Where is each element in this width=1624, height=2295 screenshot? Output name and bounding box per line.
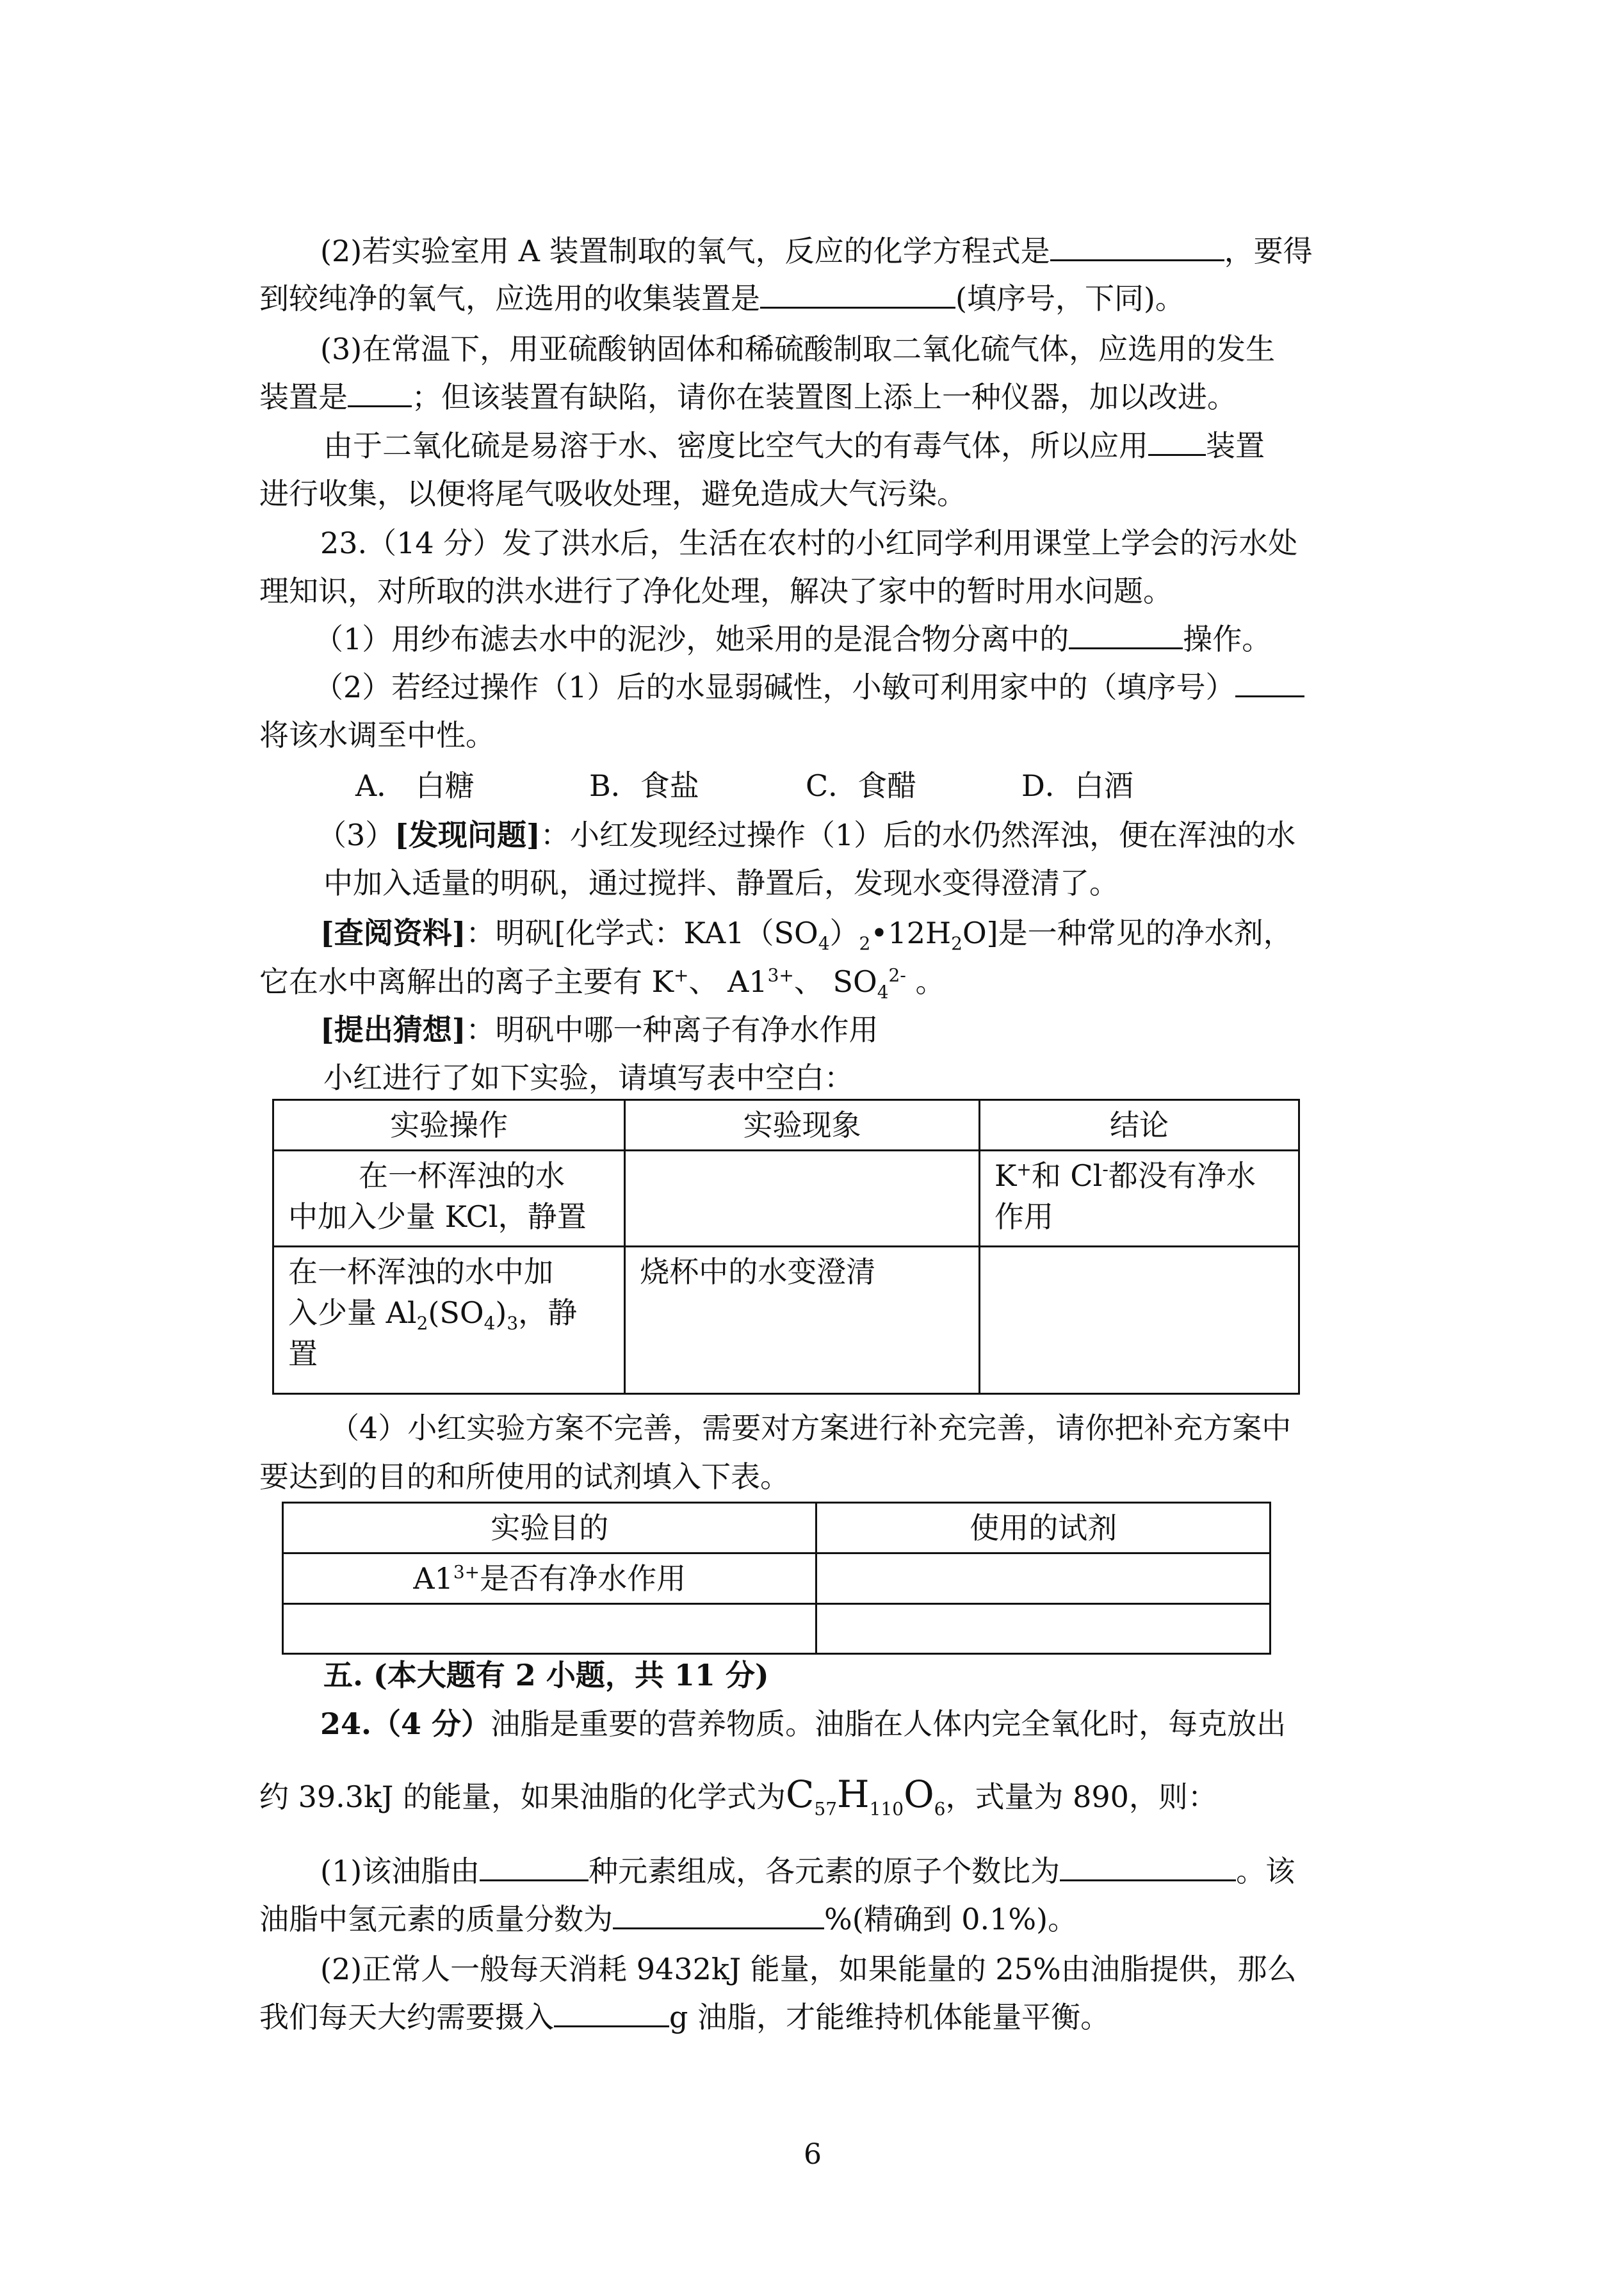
superscript: 3+ xyxy=(453,1561,480,1583)
cell-phenomenon: 烧杯中的水变澄清 xyxy=(625,1247,980,1394)
q23-p2-line2: 将该水调至中性。 xyxy=(259,718,495,752)
experiment-table xyxy=(272,1099,1300,1395)
q24-line2 xyxy=(259,1772,1217,1820)
cell-phenomenon-blank[interactable] xyxy=(625,1151,980,1247)
answer-blank[interactable] xyxy=(1060,1853,1236,1881)
subscript: 2 xyxy=(859,933,871,955)
reference-line1 xyxy=(320,914,1293,955)
text: （3） xyxy=(317,818,395,852)
text: 在一杯浑浊的水中加 xyxy=(288,1254,553,1289)
text: (填序号，下同)。 xyxy=(955,281,1185,316)
text: (2)若实验室用 A 装置制取的氧气，反应的化学方程式是 xyxy=(320,234,1050,268)
q22-p3-line4: 进行收集，以便将尾气吸收处理，避免造成大气污染。 xyxy=(259,476,966,511)
option-b[interactable]: B．食盐 xyxy=(589,768,699,803)
cell-conclusion-blank[interactable] xyxy=(979,1247,1299,1394)
header-purpose: 实验目的 xyxy=(283,1503,816,1553)
option-d[interactable]: D．白酒 xyxy=(1021,768,1133,803)
q23-p4-line2: 要达到的目的和所使用的试剂填入下表。 xyxy=(259,1459,790,1494)
reference-line2 xyxy=(259,962,945,1001)
option-a[interactable]: A． 白糖 xyxy=(355,768,475,803)
text: 。该 xyxy=(1236,1854,1295,1888)
q24-p1-line1 xyxy=(320,1852,1295,1890)
q23-intro-line1: 23.（14 分）发了洪水后，生活在农村的小红同学利用课堂上学会的污水处 xyxy=(320,526,1298,560)
q22-p2-line1 xyxy=(320,232,1313,270)
q22-p3-line2 xyxy=(259,378,1237,416)
answer-blank[interactable] xyxy=(348,378,412,407)
text: ） xyxy=(829,916,859,950)
text: ：明矾[化学式：KA1（SO xyxy=(466,916,818,950)
cell-reagent-blank[interactable] xyxy=(816,1553,1271,1604)
text: 由于二氧化硫是易溶于水、密度比空气大的有毒气体，所以应用 xyxy=(323,428,1148,463)
supplement-table xyxy=(282,1502,1271,1655)
text: （2）若经过操作（1）后的水显弱碱性，小敏可利用家中的（填序号） xyxy=(314,670,1235,704)
header-phenomenon: 实验现象 xyxy=(625,1100,980,1151)
answer-blank[interactable] xyxy=(760,280,955,309)
reference-tag: [查阅资料] xyxy=(320,916,466,950)
subscript: 4 xyxy=(483,1313,496,1334)
text: ，静 xyxy=(518,1295,578,1330)
text: K xyxy=(994,1158,1017,1193)
table-header-row xyxy=(273,1100,1299,1151)
table-row xyxy=(273,1247,1299,1394)
superscript: 3+ xyxy=(767,964,794,986)
text: 装置 xyxy=(1206,428,1265,463)
cell-conclusion xyxy=(979,1151,1299,1247)
header-conclusion: 结论 xyxy=(979,1100,1299,1151)
text: (1)该油脂由 xyxy=(320,1854,480,1888)
q23-intro-line2: 理知识，对所取的洪水进行了净化处理，解决了家中的暂时用水问题。 xyxy=(259,574,1173,608)
q22-p3-line1: (3)在常温下，用亚硫酸钠固体和稀硫酸制取二氧化硫气体，应选用的发生 xyxy=(320,332,1276,366)
answer-blank[interactable] xyxy=(554,1999,669,2027)
cell-reagent-blank[interactable] xyxy=(816,1604,1271,1654)
text: g 油脂，才能维持机体能量平衡。 xyxy=(669,2000,1110,2034)
text: 入少量 Al xyxy=(288,1295,417,1330)
text: 和 Cl xyxy=(1031,1158,1103,1193)
text: 操作。 xyxy=(1183,622,1272,656)
text: 、 SO xyxy=(793,964,877,999)
answer-blank[interactable] xyxy=(613,1901,824,1929)
q22-p3-line3 xyxy=(323,426,1265,465)
text: （1）用纱布滤去水中的泥沙，她采用的是混合物分离中的 xyxy=(314,622,1069,656)
superscript: 2- xyxy=(888,964,906,986)
text: 都没有净水 xyxy=(1108,1158,1256,1193)
text: C xyxy=(785,1772,815,1816)
text: 油脂是重要的营养物质。油脂在人体内完全氧化时，每克放出 xyxy=(491,1707,1287,1741)
text: 约 39.3kJ 的能量，如果油脂的化学式为 xyxy=(259,1780,786,1814)
q23-p3-line2: 中加入适量的明矾，通过搅拌、静置后，发现水变得澄清了。 xyxy=(323,866,1119,900)
answer-blank[interactable] xyxy=(480,1853,589,1881)
text: %(精确到 0.1%)。 xyxy=(824,1902,1078,1936)
answer-blank[interactable] xyxy=(1050,232,1224,261)
text: 油脂中氢元素的质量分数为 xyxy=(259,1902,613,1936)
text: O xyxy=(904,1772,934,1816)
text: 、 A1 xyxy=(688,964,768,999)
answer-blank[interactable] xyxy=(1148,427,1206,456)
cell-operation xyxy=(273,1247,625,1394)
text: ，要得 xyxy=(1224,234,1313,268)
cell-operation xyxy=(273,1151,625,1247)
text: •12H xyxy=(870,916,952,950)
text: 。 xyxy=(905,964,945,999)
cell-purpose-blank[interactable] xyxy=(283,1604,816,1654)
cell-purpose xyxy=(283,1553,816,1604)
header-reagent: 使用的试剂 xyxy=(816,1503,1271,1553)
text: 在一杯浑浊的水 xyxy=(359,1158,565,1193)
text: ：明矾中哪一种离子有净水作用 xyxy=(466,1012,879,1047)
text: 作用 xyxy=(994,1199,1053,1234)
text: H xyxy=(837,1772,870,1816)
q23-p1 xyxy=(314,620,1271,658)
section-heading: 五. (本大题有 2 小题，共 11 分) xyxy=(323,1658,769,1692)
subscript: 110 xyxy=(869,1798,904,1820)
table-row xyxy=(283,1604,1271,1654)
table-row xyxy=(283,1553,1271,1604)
text: 它在水中离解出的离子主要有 K xyxy=(259,964,674,999)
header-operation: 实验操作 xyxy=(273,1100,625,1151)
subscript: 2 xyxy=(951,933,962,955)
q23-p3-line1 xyxy=(317,816,1295,854)
superscript: + xyxy=(674,964,689,986)
text: 置 xyxy=(288,1336,318,1371)
table-row xyxy=(273,1151,1299,1247)
text: (SO xyxy=(428,1295,484,1330)
q24-p2-line1: (2)正常人一般每天消耗 9432kJ 能量，如果能量的 25%由油脂提供，那么 xyxy=(320,1952,1297,1986)
q24-line1 xyxy=(320,1705,1286,1743)
subscript: 6 xyxy=(934,1798,946,1820)
text: ) xyxy=(495,1295,507,1330)
text: ：小红发现经过操作（1）后的水仍然浑浊，便在浑浊的水 xyxy=(540,818,1296,852)
text: A1 xyxy=(413,1561,453,1596)
q23-p4-line1: （4）小红实验方案不完善，需要对方案进行补充完善，请你把补充方案中 xyxy=(330,1411,1292,1445)
answer-blank[interactable] xyxy=(1235,669,1304,697)
subscript: 4 xyxy=(818,933,830,955)
subscript: 2 xyxy=(416,1313,428,1334)
text: 我们每天大约需要摄入 xyxy=(259,2000,554,2034)
subscript: 3 xyxy=(507,1313,519,1334)
question-number: 24.（4 分） xyxy=(320,1707,491,1741)
discover-problem-tag: [发现问题] xyxy=(394,818,540,852)
experiment-intro: 小红进行了如下实验，请填写表中空白： xyxy=(323,1060,854,1095)
option-c[interactable]: C．食醋 xyxy=(806,768,917,803)
text: 装置是 xyxy=(259,380,348,414)
q23-p2-line1 xyxy=(314,668,1304,706)
q24-p1-line2 xyxy=(259,1900,1077,1938)
q22-p2-line2 xyxy=(259,279,1185,318)
fat-formula xyxy=(785,1772,946,1820)
hypothesis-line xyxy=(320,1010,879,1049)
hypothesis-tag: [提出猜想] xyxy=(320,1012,466,1047)
q24-p2-line2 xyxy=(259,1998,1110,2036)
subscript: 57 xyxy=(814,1798,838,1820)
page-number: 6 xyxy=(804,2138,822,2171)
table-header-row xyxy=(283,1503,1271,1553)
text: 种元素组成，各元素的原子个数比为 xyxy=(589,1854,1060,1888)
text: O]是一种常见的净水剂， xyxy=(962,916,1293,950)
text: 到较纯净的氧气，应选用的收集装置是 xyxy=(259,281,760,316)
subscript: 4 xyxy=(877,982,889,1003)
superscript: + xyxy=(1016,1158,1032,1180)
text: 中加入少量 KCl，静置 xyxy=(288,1199,587,1234)
text: ；但该装置有缺陷，请你在装置图上添上一种仪器，加以改进。 xyxy=(412,380,1237,414)
answer-blank[interactable] xyxy=(1069,620,1183,649)
superscript: - xyxy=(1102,1158,1108,1180)
text: ，式量为 890，则： xyxy=(945,1780,1217,1814)
text: 是否有净水作用 xyxy=(480,1561,686,1596)
